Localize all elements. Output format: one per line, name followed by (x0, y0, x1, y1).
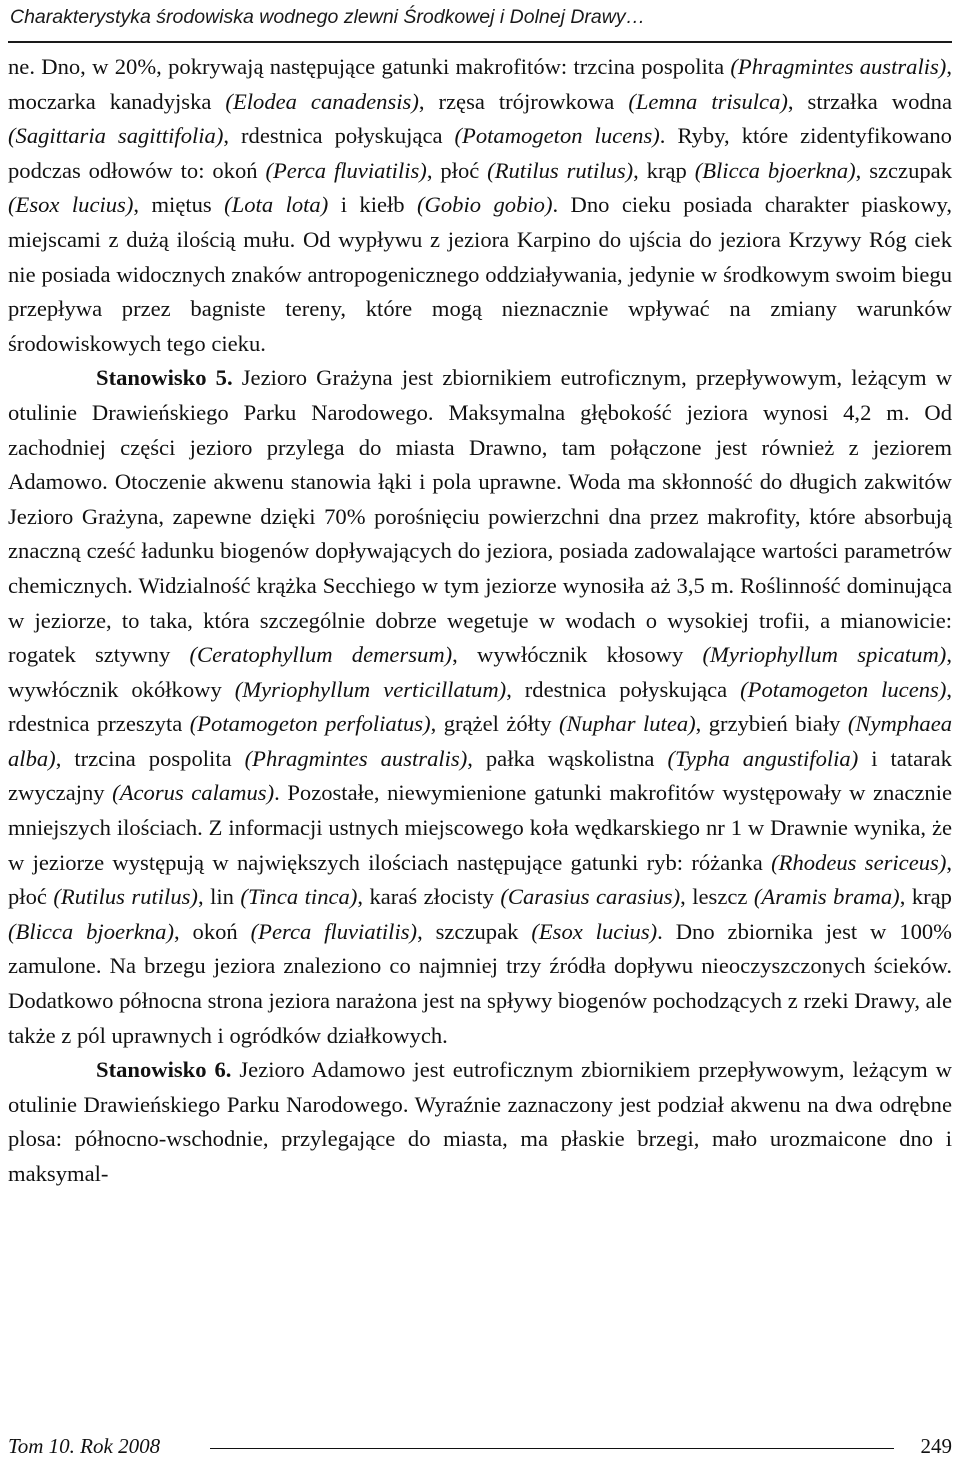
running-header: Charakterystyka środowiska wodnego zlewni Środkowej i Dolnej Drawy… (10, 6, 646, 28)
latin-species-name: (Carasius carasius) (500, 884, 681, 910)
text-run: , wywłócznik kłosowy (452, 642, 703, 668)
text-run: , rdestnica połyskująca (506, 676, 741, 702)
latin-species-name: (Phragmintes australis) (244, 745, 468, 771)
latin-species-name: (Potamogeton lucens) (740, 676, 947, 702)
latin-species-name: (Blicca bjoerkna) (8, 918, 174, 944)
latin-species-name: (Potamogeton lucens) (454, 123, 660, 149)
text-run: , krąp (633, 157, 695, 183)
latin-species-name: (Ceratophyllum demersum) (189, 642, 453, 668)
latin-species-name: (Lota lota) (224, 192, 329, 218)
latin-species-name: (Potamogeton perfoliatus) (189, 711, 431, 737)
latin-species-name: (Rutilus rutilus) (487, 157, 634, 183)
latin-species-name: (Myriophyllum spicatum) (702, 642, 947, 668)
latin-species-name: (Blicca bjoerkna) (694, 157, 856, 183)
text-run: . Ryby, które zidentyfikowano podczas odłowów to: okoń (8, 123, 952, 183)
text-run: , strzałka wodna (787, 88, 952, 114)
paragraph (8, 50, 952, 361)
latin-species-name: (Phragmintes australis) (730, 54, 947, 79)
latin-species-name: (Esox lucius) (8, 192, 134, 218)
latin-species-name: (Acorus calamus) (112, 780, 275, 806)
text-run: , okoń (173, 918, 251, 944)
text-run: , wywłócznik okółkowy (8, 642, 952, 702)
text-run: i tatarak zwyczajny (8, 745, 952, 806)
latin-species-name: (Sagittaria sagittifolia) (8, 123, 224, 149)
text-run: . Pozostałe, niewymienione gatunki makrofitów występowały w znacznie mniejszych ilościach. Z informacji ustnych miejscowego koła wędkarskiego nr 1 w Drawnie wynika, że w jeziorze występują w największych ilościach następujące gatunki ryb: różanka (8, 780, 953, 875)
latin-species-name: (Gobio gobio) (417, 192, 553, 218)
latin-species-name: (Aramis brama) (753, 884, 900, 910)
latin-species-name: (Nymphaea alba) (8, 711, 953, 771)
text-run: , lin (197, 884, 241, 910)
latin-species-name: (Rhodeus sericeus) (771, 849, 947, 875)
header-rule (8, 41, 952, 43)
text-run: , płoć (426, 157, 488, 183)
page-footer (8, 1434, 952, 1464)
text-run: , grążel żółty (430, 711, 559, 737)
paragraph (8, 1053, 952, 1191)
section-heading: Stanowisko 6. (96, 1057, 232, 1083)
text-run: Jezioro Grażyna jest zbiornikiem eutroficznym, przepływowym, leżącym w otulinie Drawieńskiego Parku Narodowego. Maksymalna głębokość jeziora wynosi 4,2 m. Od zachodniej części jezioro przylega do miasta Drawno, tam połączone jest również z jeziorem Adamowo. Otoczenie akwenu stanowia łąki i pola uprawne. Woda ma skłonność do długich zakwitów Jezioro Grażyna, zapewne dzięki 70% porośnięciu powierzchni dna przez makrofity, które absorbują znaczną cześć ładunku biogenów dopływających do jeziora, posiada zadowalające wartości parametrów chemicznych. Widzialność krążka Secchiego w tym jeziorze wynosiła aż 3,5 m. Roślinność dominująca w jeziorze, to taka, która szczególnie dobrze wegetuje w wodach o wysokiej trofii, a mianowicie: rogatek sztywny (8, 365, 953, 668)
text-run: , miętus (133, 192, 225, 218)
text-run: , karaś złocisty (357, 884, 501, 910)
latin-species-name: (Lemna trisulca) (628, 88, 788, 114)
latin-species-name: (Myriophyllum verticillatum) (234, 676, 507, 702)
text-run: , leszcz (680, 884, 754, 910)
text-run: , rzęsa trójrowkowa (418, 88, 629, 114)
text-run: , rdestnica przeszyta (8, 676, 953, 737)
text-run: i kiełb (328, 192, 418, 218)
text-run: Jezioro Adamowo jest eutroficznym zbiornikiem przepływowym, leżącym w otulinie Drawieńskiego Parku Narodowego. Wyraźnie zaznaczony jest podział akwenu na dwa odrębne plosa: północno-wschodnie, przylegające do miasta, ma płaskie brzegi, mało urozmaicone dno i maksymal- (8, 1057, 952, 1186)
text-run: . Dno cieku posiada charakter piaskowy, miejscami z dużą ilością mułu. Od wypływu z jeziora Karpino do ujścia do jeziora Krzywy Róg ciek nie posiada widocznych znaków antropogenicznego oddziaływania, jedynie w środkowym swoim biegu przepływa przez bagniste tereny, które mogą nieznacznie wpływać na zmiany warunków środowiskowych tego cieku. (8, 192, 952, 356)
latin-species-name: (Rutilus rutilus) (53, 884, 198, 910)
text-run: , szczupak (417, 918, 532, 944)
text-run: , moczarka kanadyjska (8, 54, 952, 114)
footer-rule (210, 1448, 894, 1449)
latin-species-name: (Nuphar lutea) (558, 711, 696, 737)
body-text (8, 50, 952, 1192)
text-run: , grzybień biały (695, 711, 848, 737)
text-run: , pałka wąskolistna (467, 745, 668, 771)
text-run: , rdestnica połyskująca (223, 123, 455, 149)
footer-volume: Tom 10. Rok 2008 (8, 1434, 161, 1458)
text-run: , płoć (8, 849, 952, 910)
page-number: 249 (920, 1434, 952, 1458)
text-run: , krąp (899, 884, 952, 910)
latin-species-name: (Elodea canadensis) (225, 88, 419, 114)
text-run: . Dno zbiornika jest w 100% zamulone. Na brzegu jeziora znaleziono co najmniej trzy źródła dopływu nieoczyszczonych ścieków. Dodatkowo północna strona jeziora narażona jest na spływy biogenów pochodzących z rzeki Drawy, ale także z pól uprawnych i ogródków działkowych. (8, 918, 952, 1048)
paragraph (8, 361, 952, 1053)
text-run: ne. Dno, w 20%, pokrywają następujące gatunki makrofitów: trzcina pospolita (8, 54, 731, 79)
latin-species-name: (Typha angustifolia) (667, 745, 859, 771)
latin-species-name: (Perca fluviatilis) (265, 157, 427, 183)
section-heading: Stanowisko 5. (96, 365, 233, 391)
text-run: , trzcina pospolita (55, 745, 245, 771)
latin-species-name: (Perca fluviatilis) (250, 918, 418, 944)
text-run: , szczupak (855, 157, 952, 183)
latin-species-name: (Esox lucius) (531, 918, 658, 944)
latin-species-name: (Tinca tinca) (240, 884, 358, 910)
